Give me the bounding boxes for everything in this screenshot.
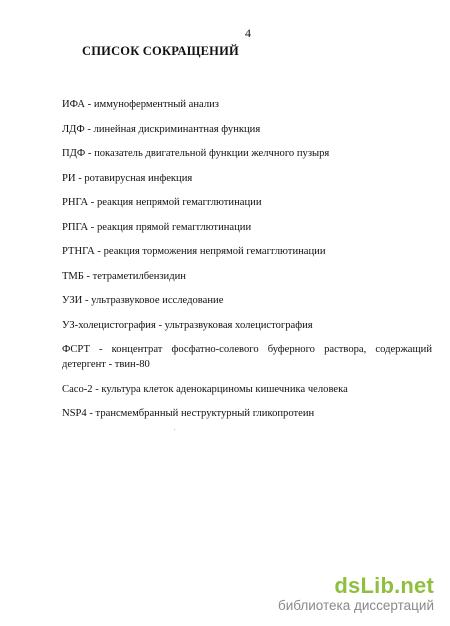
list-item-caco2: Caco-2 - культура клеток аденокарциномы кишечника человека — [62, 383, 348, 395]
abbreviation-list — [62, 97, 432, 431]
list-item-tmb: ТМБ - тетраметилбензидин — [62, 270, 186, 282]
watermark — [278, 574, 434, 614]
list-item-ifa: ИФА - иммуноферментный анализ — [62, 99, 219, 110]
list-item-ldf: ЛДФ - линейная дискриминантная функция — [62, 123, 261, 135]
list-item-rnga: РНГА - реакция непрямой гемагглютинации — [62, 197, 262, 208]
list-item-pdf: ПДФ - показатель двигательной функции желчного пузыря — [62, 148, 330, 159]
list-item-rpga: РПГА - реакция прямой гемагглютинации — [62, 221, 252, 233]
scan-speck — [174, 429, 175, 430]
list-item-fsrt-line1: ФСРТ - концентрат фосфатно-солевого буферного раствора, содержащий — [62, 344, 432, 355]
page-title: СПИСОК СОКРАЩЕНИЙ — [82, 44, 239, 58]
list-item-fsrt-line2: детергент - твин-80 — [62, 359, 150, 370]
page-number: 4 — [245, 26, 251, 40]
list-item-rtnga: РТНГА - реакция торможения непрямой гемагглютинации — [62, 246, 326, 257]
watermark-logo: dsLib.net — [334, 573, 434, 598]
list-item-fsrt — [62, 342, 432, 372]
list-item-uz-cholecystography: УЗ-холецистография - ультразвуковая холецистография — [62, 319, 313, 331]
list-item-ri: РИ - ротавирусная инфекция — [62, 172, 193, 184]
watermark-subtitle: библиотека диссертаций — [277, 598, 434, 613]
list-item-uzi: УЗИ - ультразвуковое исследование — [62, 295, 224, 306]
list-item-nsp4: NSP4 - трансмембранный неструктурный гликопротеин — [62, 408, 315, 419]
